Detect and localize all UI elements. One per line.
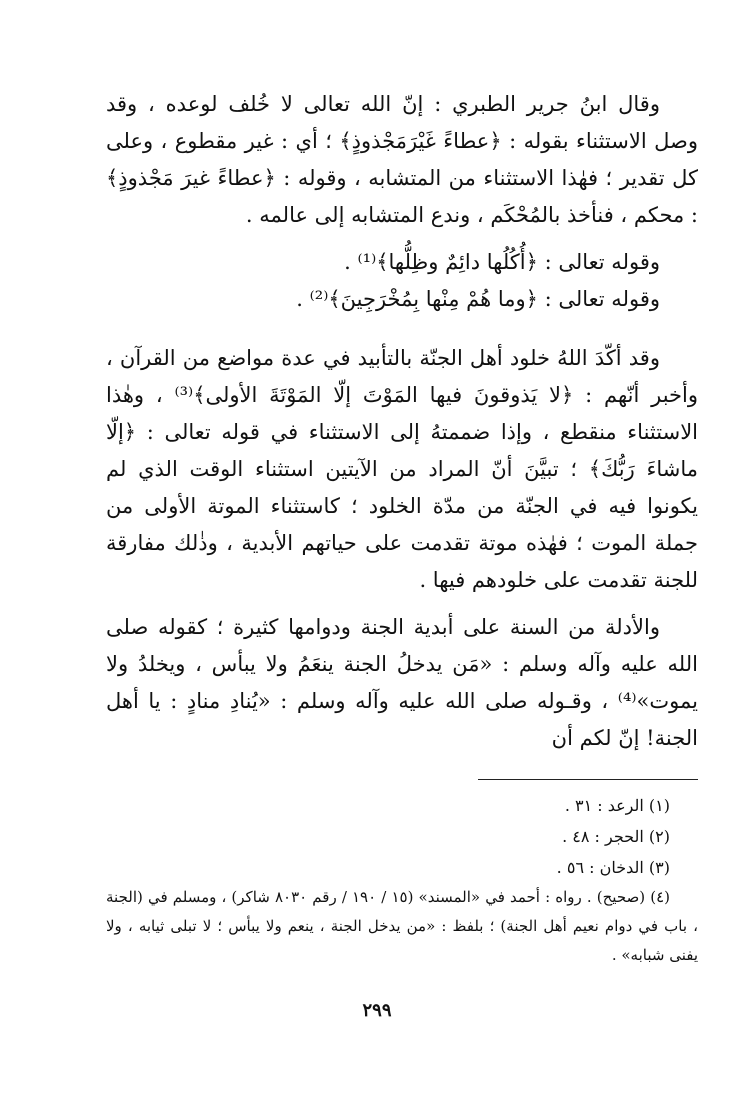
paragraph-eternity: وقد أكّدَ اللهُ خلود أهل الجنّة بالتأبيد في عدة مواضع من القرآن ، وأخبر أنّهم : ﴿لا يَذوقونَ فيها المَوْتَ إلّا المَوْتَةَ الأولى﴾⁽³⁾ ، وهٰذا الاستثناء منقطع ، وإذا ضممتهُ إلى الاستثناء في قوله تعالى : ﴿إلّا ماشاءَ رَبُّكَ﴾ ؛ تبيَّنَ أنّ المراد من الآيتين استثناء الوقت الذي لم يكونوا فيه في الجنّة من مدّة الخلود ؛ كاستثناء الموتة الأولى من جملة الموت ؛ فهٰذه موتة تقدمت على حياتهم الأبدية ، وذٰلك مفارقة للجنة تقدمت على خلودهم فيها . bbox=[106, 346, 698, 592]
footnote-2: (٢) الحجر : ٤٨ . bbox=[562, 827, 670, 846]
verse-line-1: وقوله تعالى : ﴿أُكُلُها دائِمٌ وظِلُّها﴾⁽¹⁾ . bbox=[344, 250, 660, 274]
verse-block bbox=[106, 244, 698, 318]
footnotes bbox=[106, 790, 698, 970]
page-number: ٢٩٩ bbox=[362, 1000, 392, 1021]
footnote-3: (٣) الدخان : ٥٦ . bbox=[556, 858, 670, 877]
footnote-4: (٤) (صحيح) . رواه : أحمد في «المسند» (١٥ / ١٩٠ / رقم ٨٠٣٠ شاكر) ، ومسلم في (الجنة ، باب في دوام نعيم أهل الجنة) ؛ بلفظ : «من يدخل الجنة ، ينعم ولا يبأس ؛ لا تبلى ثيابه ، ولا يفنى شبابه» . bbox=[106, 888, 698, 964]
paragraph-sunnah: والأدلة من السنة على أبدية الجنة ودوامها كثيرة ؛ كقوله صلى الله عليه وآله وسلم : «مَن يدخلُ الجنة ينعَمُ ولا يبأس ، ويخلدُ ولا يموت»⁽⁴⁾ ، وقـوله صلى الله عليه وآله وسلم : «يُنادِ منادٍ : يا أهل الجنة! إنّ لكم أن bbox=[106, 615, 698, 750]
page-body bbox=[106, 86, 698, 970]
footnote-1: (١) الرعد : ٣١ . bbox=[564, 796, 670, 815]
footnote-divider bbox=[478, 779, 698, 780]
paragraph-tabari: وقال ابنُ جرير الطبري : إنّ الله تعالى لا خُلف لوعده ، وقد وصل الاستثناء بقوله : ﴿عطاءً غَيْرَمَجْذوذٍ﴾ ؛ أي : غير مقطوع ، وعلى كل تقدير ؛ فهٰذا الاستثناء من المتشابه ، وقوله : ﴿عطاءً غيرَ مَجْذوذٍ﴾ : محكم ، فنأخذ بالمُحْكَم ، وندع المتشابه إلى عالمه . bbox=[106, 92, 698, 227]
verse-line-2: وقوله تعالى : ﴿وما هُمْ مِنْها بِمُخْرَجِينَ﴾⁽²⁾ . bbox=[296, 287, 660, 311]
